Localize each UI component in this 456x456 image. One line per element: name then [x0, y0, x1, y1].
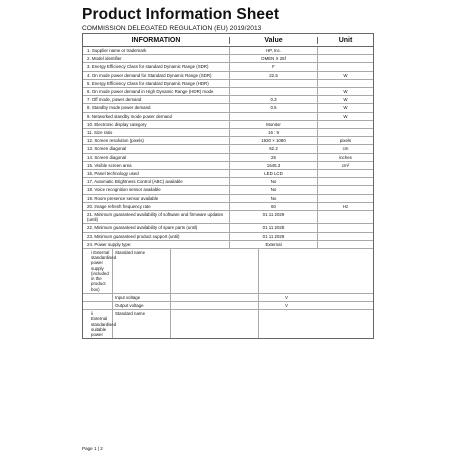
- table-row: [83, 203, 373, 211]
- table-row: [83, 96, 373, 104]
- table-row: [83, 113, 373, 121]
- ps-block-i-label: i External standardised power supply (included in the product box): [83, 249, 113, 293]
- row-label: 16. Panel technology used: [83, 170, 230, 177]
- ps-output-voltage: Output voltage: [113, 302, 171, 309]
- ps-output-voltage-unit: V: [285, 302, 288, 308]
- row-value: 62.2: [230, 145, 318, 152]
- ps-standard-name-unit: [259, 249, 314, 293]
- row-label: 14. Screen diagonal: [83, 154, 230, 161]
- ps-standard-name: Standard name: [113, 249, 171, 293]
- row-value: LED LCD: [230, 170, 318, 177]
- row-label: 4. On mode power demand for Standard Dynamic Range (SDR): [83, 72, 230, 79]
- row-label: 9. Networked standby mode power demand: [83, 113, 230, 120]
- row-value: [230, 80, 318, 87]
- header-value: Value: [230, 37, 318, 44]
- power-supply-block-ii: [83, 310, 373, 338]
- row-label: 7. Off mode, power demand: [83, 96, 230, 103]
- row-unit: W: [343, 97, 348, 103]
- page-footer: Page 1 | 2: [82, 446, 103, 451]
- row-value: 01 11 2028: [230, 224, 318, 231]
- row-unit: cm²: [341, 162, 350, 168]
- row-value: No: [230, 195, 318, 202]
- row-value: [230, 113, 318, 120]
- row-label: 5. Energy Efficiency Class for standard Dynamic Range (HDR): [83, 80, 230, 87]
- row-value: F: [230, 63, 318, 70]
- row-value: 1645.3: [230, 162, 318, 169]
- row-label: 10. Electronic display category: [83, 121, 230, 128]
- row-label: 1. Supplier name or trademark: [83, 47, 230, 54]
- page-title: Product Information Sheet: [82, 6, 280, 23]
- table-row: [83, 129, 373, 137]
- ps-spacer: [83, 302, 113, 309]
- ps-standard-name-2: Standard name: [113, 310, 171, 338]
- row-value: 25: [230, 154, 318, 161]
- row-value: Monitor: [230, 121, 318, 128]
- table-row: [83, 88, 373, 96]
- header-information: INFORMATION: [83, 37, 230, 44]
- row-value: 01 11 2028: [230, 233, 318, 240]
- row-value: 0.3: [230, 96, 318, 103]
- row-value: 01 11 2029: [230, 211, 318, 223]
- row-label: 21. Minimum guaranteed availability of software and firmware updates (until): [83, 211, 230, 223]
- row-label: 15. Visible screen area: [83, 162, 230, 169]
- row-unit: [318, 233, 373, 240]
- table-row: [83, 186, 373, 194]
- table-row: [83, 121, 373, 129]
- table-row: [83, 178, 373, 186]
- row-label: 19. Room presence sensor available: [83, 195, 230, 202]
- row-unit: W: [343, 89, 348, 95]
- row-unit: pixels: [339, 138, 352, 144]
- table-row: [83, 195, 373, 203]
- row-value: No: [230, 186, 318, 193]
- table-row: [83, 154, 373, 162]
- row-unit: [318, 170, 373, 177]
- ps-input-voltage-value: [171, 294, 259, 301]
- row-label: 2. Model identifier: [83, 55, 230, 62]
- ps-input-voltage-unit: V: [285, 294, 288, 300]
- row-unit: [318, 80, 373, 87]
- row-value: 22.5: [230, 72, 318, 79]
- row-label: 17. Automatic Brightness Control (ABC) available: [83, 178, 230, 185]
- row-value: No: [230, 178, 318, 185]
- row-unit: [318, 211, 373, 223]
- row-label: 23. Minimum guaranteed product support (until): [83, 233, 230, 240]
- row-label: 3. Energy Efficiency Class for standard Dynamic Range (SDR): [83, 63, 230, 70]
- row-label: 6. On mode power demand in High Dynamic Range (HDR) mode: [83, 88, 230, 95]
- row-unit: [318, 129, 373, 136]
- row-value: [230, 88, 318, 95]
- row-label: 11. Size ratio: [83, 129, 230, 136]
- row-value: External: [230, 241, 318, 248]
- table-row: [83, 63, 373, 71]
- row-label: 18. Voice recognition sensor available: [83, 186, 230, 193]
- ps-block-ii-label: ii External standardised suitable power: [83, 310, 113, 338]
- table-row: [83, 72, 373, 80]
- row-value: 16 : 9: [230, 129, 318, 136]
- regulation-subtitle: COMMISSION DELEGATED REGULATION (EU) 2019/2013: [82, 25, 262, 32]
- row-label: 13. Screen diagonal: [83, 145, 230, 152]
- table-row: [83, 104, 373, 112]
- ps-standard-name-2-unit: [259, 310, 314, 338]
- table-row: [83, 211, 373, 224]
- row-unit: [318, 47, 373, 54]
- header-unit: Unit: [338, 36, 353, 44]
- table-row: [83, 55, 373, 63]
- table-row: [83, 137, 373, 145]
- table-row: [83, 224, 373, 232]
- ps-standard-name-2-value: [171, 310, 259, 338]
- row-unit: [318, 224, 373, 231]
- row-unit: [318, 195, 373, 202]
- row-label: 20. Image refresh frequency rate: [83, 203, 230, 210]
- ps-output-voltage-value: [171, 302, 259, 309]
- row-unit: [318, 178, 373, 185]
- row-label: 22. Minimum guaranteed availability of spare parts (until): [83, 224, 230, 231]
- ps-input-voltage: Input voltage: [113, 294, 171, 301]
- row-label: 12. Screen resolution (pixels): [83, 137, 230, 144]
- row-label: 24. Power supply type:: [83, 241, 230, 248]
- row-unit: W: [343, 113, 348, 119]
- row-value: OMEN X 25f: [230, 55, 318, 62]
- row-unit: cm: [342, 146, 349, 152]
- row-unit: [318, 55, 373, 62]
- row-value: HP, Inc.: [230, 47, 318, 54]
- row-unit: [318, 241, 373, 248]
- power-supply-block-i: [83, 249, 373, 294]
- table-header: [83, 34, 373, 47]
- table-row: [83, 233, 373, 241]
- ps-spacer: [83, 294, 113, 301]
- row-unit: Hz: [342, 203, 349, 209]
- table-row: [83, 80, 373, 88]
- power-supply-input-row: [83, 294, 373, 302]
- row-unit: W: [343, 72, 348, 78]
- ps-standard-name-value: [171, 249, 259, 293]
- info-table: [82, 33, 374, 339]
- row-unit: W: [343, 105, 348, 111]
- table-row: [83, 170, 373, 178]
- row-label: 8. Standby mode power demand: [83, 104, 230, 111]
- row-unit: inches: [339, 154, 352, 160]
- power-supply-output-row: [83, 302, 373, 310]
- row-unit: [318, 186, 373, 193]
- table-row: [83, 47, 373, 55]
- row-unit: [318, 121, 373, 128]
- row-value: 1920 × 1080: [230, 137, 318, 144]
- row-value: 0.5: [230, 104, 318, 111]
- row-value: 60: [230, 203, 318, 210]
- table-row: [83, 241, 373, 249]
- table-body: [83, 47, 373, 249]
- table-row: [83, 162, 373, 170]
- table-row: [83, 145, 373, 153]
- row-unit: [318, 63, 373, 70]
